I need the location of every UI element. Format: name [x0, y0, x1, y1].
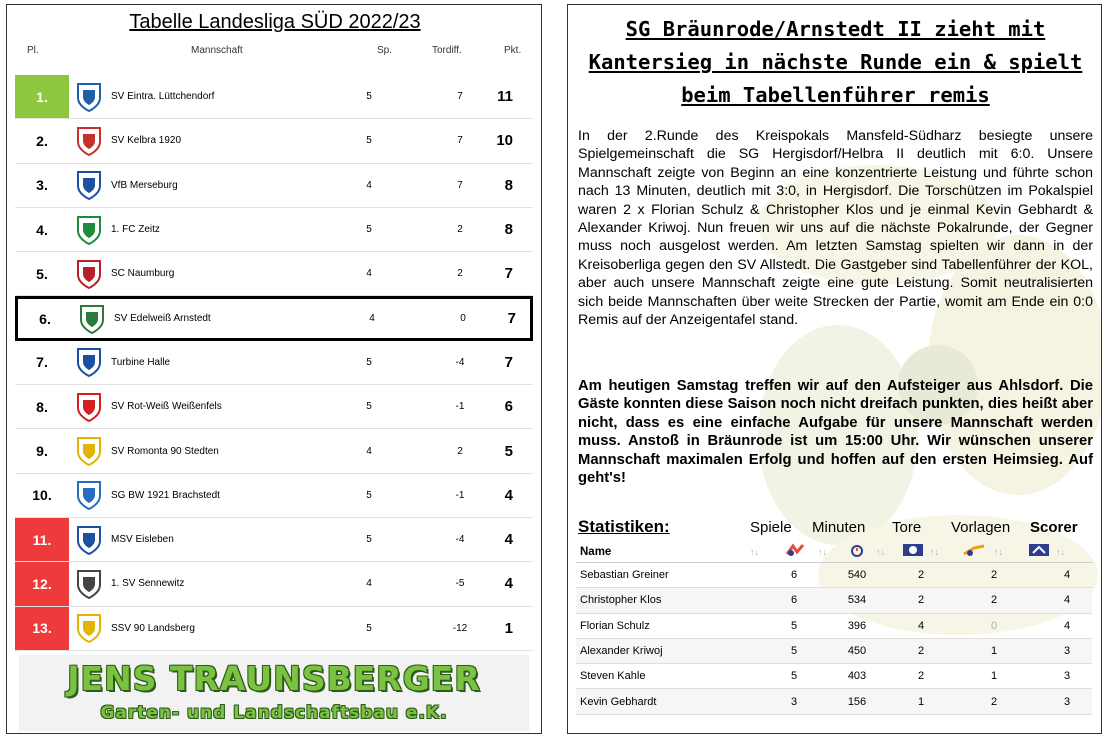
standings-table — [15, 75, 533, 651]
sort-icon[interactable]: ↑↓ — [994, 546, 1003, 557]
team-name: VfB Merseburg — [111, 179, 178, 191]
player-name: Sebastian Greiner — [580, 569, 669, 582]
player-games: 5 — [790, 619, 798, 632]
club-logo-icon — [69, 613, 109, 643]
player-name: Steven Kahle — [580, 670, 646, 683]
goal-difference: -4 — [455, 356, 465, 368]
player-goals: 2 — [917, 569, 925, 582]
points: 4 — [504, 531, 513, 549]
team-name: SV Edelweiß Arnstedt — [114, 313, 211, 325]
sponsor-subtitle: Garten- und Landschaftsbau e.K. — [100, 703, 448, 723]
player-scorer: 3 — [1063, 670, 1071, 683]
goal-difference: -5 — [455, 578, 465, 590]
standings-row — [15, 429, 533, 473]
player-goals: 2 — [917, 670, 925, 683]
player-scorer: 4 — [1063, 619, 1071, 632]
stats-label-scorer: Scorer — [1030, 519, 1078, 536]
player-scorer: 4 — [1063, 569, 1071, 582]
player-minutes: 403 — [847, 670, 867, 683]
header-pkt: Pkt. — [504, 45, 522, 56]
points: 7 — [507, 310, 516, 328]
team-name: 1. SV Sennewitz — [111, 578, 185, 590]
points: 10 — [496, 132, 513, 150]
rank-cell: 2. — [36, 132, 48, 149]
games-played: 5 — [366, 135, 372, 147]
player-assists: 2 — [990, 695, 998, 708]
team-name: SV Eintra. Lüttchendorf — [111, 91, 215, 103]
article-panel — [567, 4, 1102, 734]
player-name: Alexander Kriwoj — [580, 645, 663, 658]
games-played: 5 — [366, 401, 372, 413]
standings-row — [15, 562, 533, 606]
rank-cell: 5. — [36, 265, 48, 282]
games-played: 5 — [366, 622, 372, 634]
club-logo-icon — [72, 304, 112, 334]
goal-difference: 7 — [457, 91, 463, 103]
player-games: 3 — [790, 695, 798, 708]
player-minutes: 534 — [847, 594, 867, 607]
team-name: SC Naumburg — [111, 268, 175, 280]
table-title: Tabelle Landesliga SÜD 2022/23 — [129, 11, 421, 33]
player-assists: 0 — [990, 619, 998, 632]
player-games: 5 — [790, 645, 798, 658]
stats-row — [576, 614, 1092, 639]
games-played: 4 — [366, 179, 372, 191]
header-team: Mannschaft — [191, 45, 243, 56]
stats-row — [576, 563, 1092, 588]
team-name: MSV Eisleben — [111, 534, 174, 546]
scorer-icon[interactable] — [1022, 543, 1056, 560]
rank-cell: 3. — [36, 177, 48, 194]
club-logo-icon — [69, 82, 109, 112]
player-goals: 2 — [917, 594, 925, 607]
team-name: Turbine Halle — [111, 356, 171, 368]
club-logo-icon — [69, 525, 109, 555]
standings-row — [15, 252, 533, 296]
article-paragraph-2: Am heutigen Samstag treffen wir auf den Aufsteiger aus Ahlsdorf. Die Gäste konnten diese Saison noch nicht dreifach punkten, dies heißt aber nicht, dass es eine einfache Aufgabe für unsere Mannschaft werden muss. Anstoß in Bräunrode ist um 15:00 Uhr. Wir wünschen unserer Mannschaft maximalen Erfolg und hoffen auf den ersten Heimsieg. Auf geht's! — [578, 378, 1093, 487]
games-played: 4 — [366, 268, 372, 280]
goal-difference: -1 — [455, 489, 465, 501]
player-minutes: 156 — [847, 695, 867, 708]
games-icon[interactable] — [770, 543, 818, 560]
rank-cell: 6. — [39, 310, 51, 327]
stats-row — [576, 689, 1092, 714]
assists-icon[interactable] — [954, 543, 994, 560]
standings-row — [15, 385, 533, 429]
standings-row — [15, 75, 533, 119]
player-assists: 2 — [990, 569, 998, 582]
points: 4 — [504, 486, 513, 504]
rank-cell: 13. — [15, 607, 69, 650]
header-diff: Tordiff. — [432, 45, 462, 56]
rank-cell: 9. — [36, 443, 48, 460]
club-logo-icon — [69, 347, 109, 377]
player-minutes: 396 — [847, 619, 867, 632]
player-scorer: 3 — [1063, 645, 1071, 658]
player-assists: 1 — [990, 670, 998, 683]
points: 8 — [504, 176, 513, 194]
stats-table — [576, 541, 1092, 715]
player-scorer: 3 — [1063, 695, 1071, 708]
standings-row — [15, 518, 533, 562]
goal-difference: -12 — [452, 622, 468, 634]
article-headline: SG Bräunrode/Arnstedt II zieht mit Kantersieg in nächste Runde ein & spielt beim Tabellenführer remis — [588, 17, 1083, 107]
club-logo-icon — [69, 569, 109, 599]
rank-cell: 10. — [32, 487, 52, 504]
points: 1 — [504, 619, 513, 637]
header-pl: Pl. — [27, 45, 39, 56]
games-played: 5 — [366, 224, 372, 236]
goal-difference: -1 — [455, 401, 465, 413]
points: 7 — [504, 265, 513, 283]
rank-cell: 4. — [36, 221, 48, 238]
stats-row — [576, 664, 1092, 689]
games-played: 5 — [366, 91, 372, 103]
goal-difference: 7 — [457, 179, 463, 191]
points: 6 — [504, 398, 513, 416]
standings-row — [15, 208, 533, 252]
club-logo-icon — [69, 215, 109, 245]
team-name: SV Kelbra 1920 — [111, 135, 182, 147]
header-sp: Sp. — [377, 45, 393, 56]
stats-title: Statistiken: — [578, 517, 670, 536]
player-name: Christopher Klos — [580, 594, 662, 607]
club-logo-icon — [69, 126, 109, 156]
player-assists: 2 — [990, 594, 998, 607]
rank-cell: 1. — [15, 75, 69, 118]
stats-label-vorlagen: Vorlagen — [951, 519, 1011, 536]
player-goals: 1 — [917, 695, 925, 708]
games-played: 4 — [369, 313, 375, 325]
standings-panel — [6, 4, 542, 734]
player-name: Kevin Gebhardt — [580, 695, 657, 708]
points: 7 — [504, 353, 513, 371]
sort-icon[interactable]: ↑↓ — [750, 546, 759, 557]
standings-row — [15, 341, 533, 385]
club-logo-icon — [69, 436, 109, 466]
stats-body — [576, 563, 1092, 715]
player-games: 5 — [790, 670, 798, 683]
standings-row — [15, 296, 533, 340]
stats-header-row — [576, 541, 1092, 563]
standings-row — [15, 119, 533, 163]
player-assists: 1 — [990, 645, 998, 658]
points: 4 — [504, 575, 513, 593]
goal-difference: -4 — [455, 534, 465, 546]
sort-icon[interactable]: ↑↓ — [876, 546, 885, 557]
club-logo-icon — [69, 259, 109, 289]
team-name: SSV 90 Landsberg — [111, 622, 195, 634]
rank-cell: 7. — [36, 354, 48, 371]
games-played: 4 — [366, 578, 372, 590]
club-logo-icon — [69, 170, 109, 200]
sort-icon[interactable]: ↑↓ — [1056, 546, 1065, 557]
games-played: 4 — [366, 445, 372, 457]
stats-label-tore: Tore — [892, 519, 922, 536]
article-paragraph-1: In der 2.Runde des Kreispokals Mansfeld-Südharz besiegte unsere Spielgemeinschaft die SG Hergisdorf/Helbra II deutlich mit 6:0. Unsere Mannschaft zeigte von Beginn an eine konzentrierte Leistung und führte schon nach 13 Minuten, deutlich mit 3:0, in Hergisdorf. Die Torschützen im Pokalspiel waren 2 x Florian Schulz & Christopher Klos und je einmal Kevin Gebhardt & Alexander Kriwoj. Nun freuen wir uns auf die nächste Pokalrunde, der Gegner muss noch ausgelost werden. Am letzten Samstag spielten wir dann in der Kreisoberliga gegen den SV Allstedt. Die Gastgeber sind Tabellenführer der KOL, aber auch unsere Mannschaft zeigte eine gute Leistung. Somit neutralisierten sich beide Mannschaften über weite Strecken der Partie, womit am Ende ein 0:0 Remis auf der Anzeigentafel stand. — [578, 128, 1093, 329]
points: 8 — [504, 221, 513, 239]
player-goals: 4 — [917, 619, 925, 632]
standings-row — [15, 607, 533, 651]
stats-row — [576, 639, 1092, 664]
player-scorer: 4 — [1063, 594, 1071, 607]
player-games: 6 — [790, 569, 798, 582]
sponsor-name: JENS TRAUNSBERGER — [67, 659, 481, 698]
games-played: 5 — [366, 489, 372, 501]
goals-icon[interactable] — [896, 543, 930, 560]
rank-cell: 11. — [15, 518, 69, 561]
sort-icon[interactable]: ↑↓ — [818, 546, 827, 557]
team-name: SV Romonta 90 Stedten — [111, 445, 219, 457]
standings-row — [15, 474, 533, 518]
player-name: Florian Schulz — [580, 619, 650, 632]
games-played: 5 — [366, 534, 372, 546]
player-games: 6 — [790, 594, 798, 607]
stats-row — [576, 588, 1092, 613]
minutes-icon[interactable] — [838, 543, 876, 560]
rank-cell: 8. — [36, 398, 48, 415]
standings-row — [15, 164, 533, 208]
points: 5 — [504, 442, 513, 460]
player-minutes: 540 — [847, 569, 867, 582]
club-logo-icon — [69, 392, 109, 422]
player-minutes: 450 — [847, 645, 867, 658]
points: 11 — [497, 88, 513, 106]
goal-difference: 0 — [460, 313, 466, 325]
goal-difference: 2 — [457, 268, 463, 280]
games-played: 5 — [366, 356, 372, 368]
team-name: SV Rot-Weiß Weißenfels — [111, 401, 222, 413]
club-logo-icon — [69, 480, 109, 510]
goal-difference: 2 — [457, 224, 463, 236]
stats-label-spiele: Spiele — [750, 519, 792, 536]
stats-header-name: Name — [580, 545, 612, 558]
sort-icon[interactable]: ↑↓ — [930, 546, 939, 557]
rank-cell: 12. — [15, 562, 69, 605]
team-name: SG BW 1921 Brachstedt — [111, 489, 220, 501]
team-name: 1. FC Zeitz — [111, 224, 160, 236]
sponsor-banner — [19, 655, 529, 731]
player-goals: 2 — [917, 645, 925, 658]
stats-label-minuten: Minuten — [812, 519, 866, 536]
goal-difference: 2 — [457, 445, 463, 457]
goal-difference: 7 — [457, 135, 463, 147]
